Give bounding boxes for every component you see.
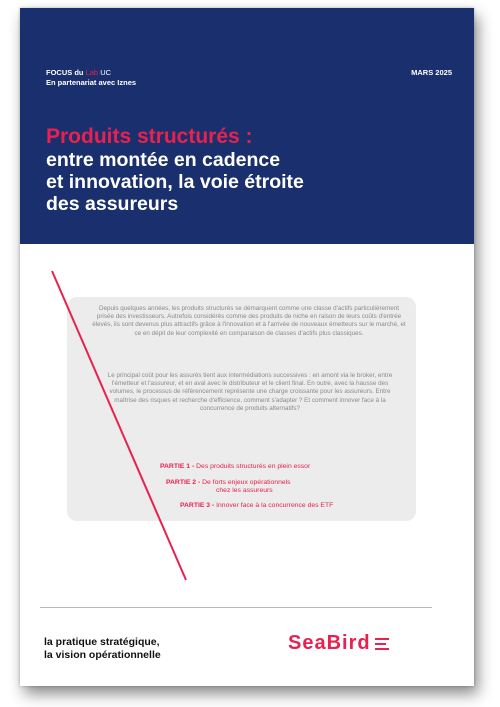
part-2-link[interactable]: [166, 479, 291, 486]
partner-line: En partenariat avec Iznes: [46, 78, 137, 87]
focus-prefix: FOCUS du: [46, 68, 86, 77]
publication-date: MARS 2025: [411, 68, 452, 77]
seabird-logo-mark-icon: [375, 638, 389, 650]
footer-divider: [40, 607, 432, 608]
footer-tagline: [44, 636, 161, 662]
title-line-1: Produits structurés :: [46, 125, 253, 148]
logo-text: SeaBird: [288, 632, 371, 654]
part-2-label: PARTIE 2 -: [166, 479, 203, 486]
seabird-logo: [288, 632, 389, 655]
part-1-title: Des produits structurés en plein essor: [196, 463, 311, 470]
document-page: [20, 8, 474, 686]
uc-word: UC: [98, 68, 112, 77]
part-2-title-continued: chez les assureurs: [216, 487, 273, 494]
tagline-line-2: la vision opérationnelle: [44, 649, 161, 661]
part-3-link[interactable]: [180, 502, 333, 509]
title-line-4: des assureurs: [46, 193, 179, 215]
tagline-line-1: la pratique stratégique,: [44, 636, 160, 648]
diagonal-accent-line: [20, 8, 474, 686]
intro-paragraph-1: Depuis quelques années, les produits structurés se démarquent comme une classe d'actifs particulièrement prisée des investisseurs. Autrefois considérés comme des produits de niche en raison de leurs coûts d'entrée élevés, ils sont devenus plus attractifs grâce à l'innovation et à l'arrivée de nouveaux émetteurs sur le marché, et ce en dépit de leur complexité en comparaison de classes d'actifs plus classiques.: [92, 305, 406, 337]
part-1-link[interactable]: [160, 463, 310, 470]
intro-paragraph-2: Le principal coût pour les assurés tient aux intermédiations successives : en amont via le broker, entre l'émetteur et l'assureur, et en aval avec le distributeur et le client final. En outre, avec la hausse des volumes, le processus de référencement représente une charge croissante pour les assureurs. Entre maîtrise des risques et recherche d'efficience, comment s'adapter ? Et comment innover face à la concurrence de produits alternatifs?: [107, 372, 393, 412]
part-3-label: PARTIE 3 -: [180, 502, 217, 509]
lab-word: Lab: [85, 68, 99, 77]
part-3-title: Innover face à la concurrence des ETF: [216, 502, 334, 509]
part-2-title: De forts enjeux opérationnels: [202, 479, 291, 486]
title-line-2: entre montée en cadence: [46, 149, 281, 171]
title-line-3: et innovation, la voie étroite: [46, 171, 304, 193]
part-1-label: PARTIE 1 -: [160, 463, 197, 470]
